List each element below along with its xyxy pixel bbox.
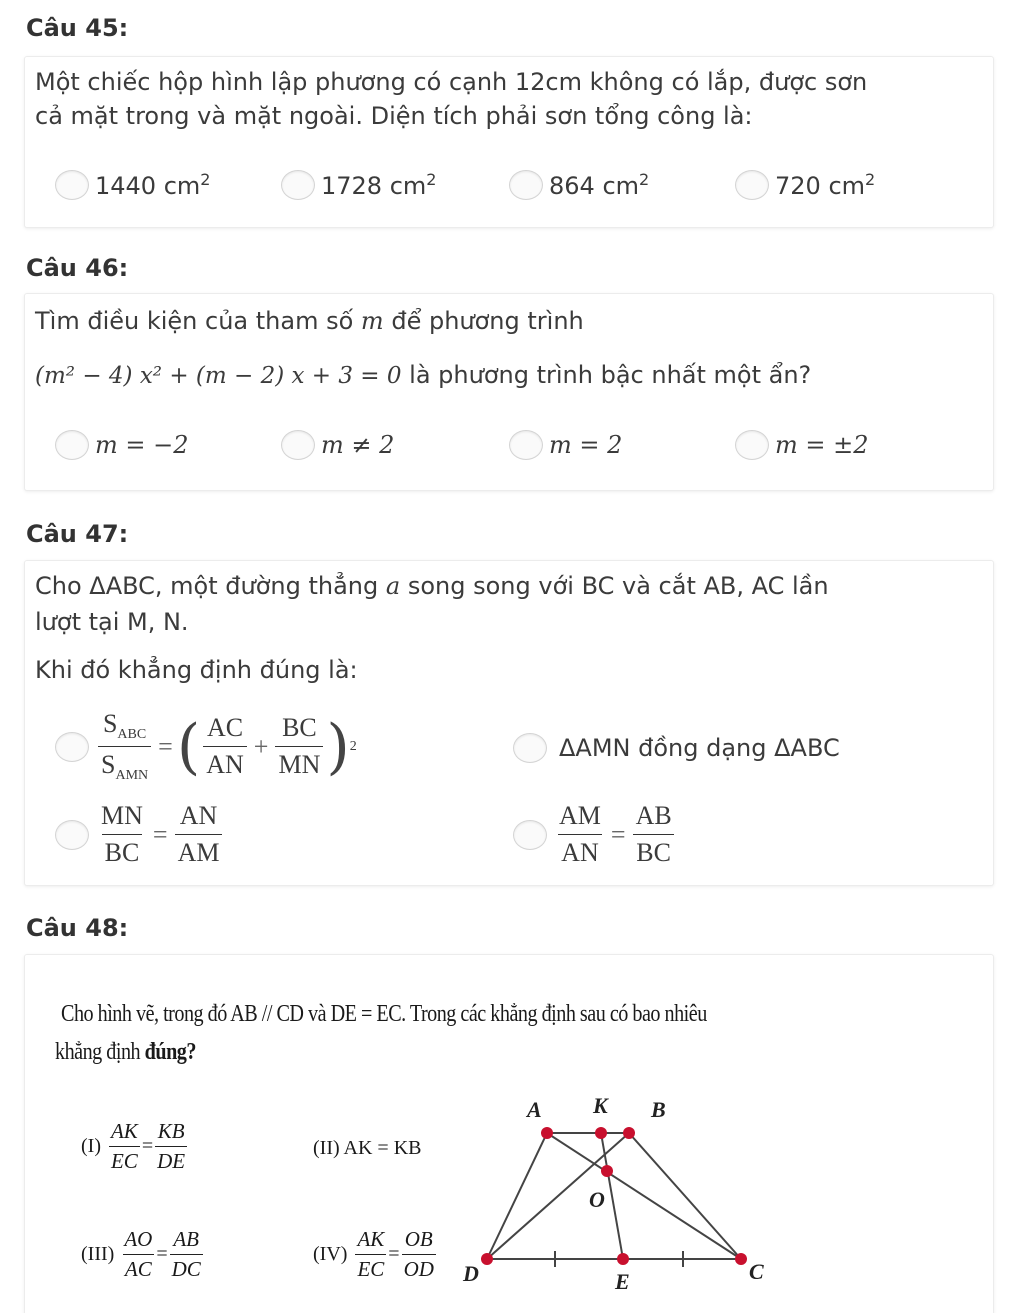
- radio-icon[interactable]: [509, 170, 543, 200]
- label-o: O: [589, 1187, 605, 1212]
- point-b: [623, 1127, 635, 1139]
- q47-text-line1: Cho ΔABC, một đường thẳng a song song với BC và cắt AB, AC lần: [35, 572, 829, 600]
- q47-option-d[interactable]: [513, 801, 678, 868]
- radio-icon[interactable]: [55, 430, 89, 460]
- radio-icon[interactable]: [509, 430, 543, 460]
- label-e: E: [615, 1269, 630, 1294]
- label-d: D: [463, 1261, 479, 1286]
- q48-figure: [445, 1091, 785, 1313]
- label-c: C: [749, 1259, 764, 1284]
- q45-option-d[interactable]: [735, 170, 875, 200]
- radio-icon[interactable]: [513, 733, 547, 763]
- radio-icon[interactable]: [55, 170, 89, 200]
- q45-option-b-label: 1728 $cm^2$: [321, 170, 437, 200]
- q46-equation: (m² − 4) x² + (m − 2) x + 3 = 0: [35, 363, 402, 389]
- q46-option-c[interactable]: [509, 430, 622, 460]
- q45-option-a[interactable]: [55, 170, 210, 200]
- q45-option-d-label: 720 $cm^2$: [775, 170, 876, 200]
- q48-text-line1: Cho hình vẽ, trong đó AB // CD và DE = EC. Trong các khẳng định sau có bao nhiêu: [61, 1001, 707, 1027]
- q46-option-d[interactable]: [735, 430, 869, 460]
- segment-ad: [487, 1133, 547, 1259]
- q46-option-b-label: m ≠ 2: [321, 431, 395, 459]
- q48-text-line2: khẳng định đúng?: [55, 1039, 196, 1065]
- q45-option-b[interactable]: [281, 170, 436, 200]
- label-k: K: [593, 1093, 608, 1118]
- radio-icon[interactable]: [55, 820, 89, 850]
- q48-statement-4: (IV) $\frac{AK}{EC}$ = $\frac{OB}{OD}$: [313, 1227, 434, 1281]
- q45-option-a-label: 1440 $cm^2$: [95, 170, 211, 200]
- q46-title: Câu 46:: [26, 254, 129, 282]
- q48-title: Câu 48:: [26, 914, 129, 942]
- radio-icon[interactable]: [281, 430, 315, 460]
- q46-option-d-label: m = ±2: [775, 431, 869, 459]
- point-e: [617, 1253, 629, 1265]
- segment-bd: [487, 1133, 629, 1259]
- q47-option-d-label: $\frac{AM}{AN}$ = $\frac{AB}{BC}$: [553, 801, 678, 868]
- q47-option-c-label: $\frac{MN}{BC}$ = $\frac{AN}{AM}$: [95, 801, 225, 868]
- q48-statement-3: (III) $\frac{AO}{AC}$ = $\frac{AB}{DC}$: [81, 1227, 201, 1281]
- q45-option-c[interactable]: [509, 170, 649, 200]
- radio-icon[interactable]: [281, 170, 315, 200]
- q46-text-line1: Tìm điều kiện của tham số m để phương trình: [35, 307, 584, 335]
- q46-option-b[interactable]: [281, 430, 394, 460]
- q47-option-a-label: $\frac{S_{ABC}}{S_{AMN}}$ = ( $\frac{AC}{AN}$ + $\frac{BC}{MN}$ ) 2: [95, 709, 357, 784]
- q47-option-b-label: ΔAMN đồng dạng ΔABC: [559, 734, 840, 762]
- q46-text-line2: (m² − 4) x² + (m − 2) x + 3 = 0 là phương trình bậc nhất một ẩn?: [35, 361, 812, 389]
- radio-icon[interactable]: [735, 430, 769, 460]
- q45-option-c-label: 864 $cm^2$: [549, 170, 650, 200]
- q48-card: [24, 954, 994, 1313]
- q47-text-line3: Khi đó khẳng định đúng là:: [35, 656, 358, 684]
- point-o: [601, 1165, 613, 1177]
- q48-statement-2: (II) AK = KB: [313, 1137, 422, 1159]
- q46-option-a-label: m = −2: [95, 431, 189, 459]
- q47-option-b[interactable]: [513, 733, 840, 763]
- q47-option-c[interactable]: [55, 801, 225, 868]
- label-a: A: [527, 1097, 542, 1122]
- radio-icon[interactable]: [513, 820, 547, 850]
- q47-text-line2: lượt tại M, N.: [35, 608, 189, 636]
- point-a: [541, 1127, 553, 1139]
- q48-statement-1: (I) $\frac{AK}{EC}$ = $\frac{KB}{DE}$: [81, 1119, 186, 1173]
- point-c: [735, 1253, 747, 1265]
- q46-option-a[interactable]: [55, 430, 189, 460]
- segment-ac: [547, 1133, 741, 1259]
- q45-text-line2: cả mặt trong và mặt ngoài. Diện tích phải sơn tổng công là:: [35, 102, 753, 130]
- q47-card: [24, 560, 994, 886]
- q45-title: Câu 45:: [26, 14, 129, 42]
- q47-title: Câu 47:: [26, 520, 129, 548]
- q45-text-line1: Một chiếc hộp hình lập phương có cạnh 12cm không có lắp, được sơn: [35, 68, 868, 96]
- q46-option-c-label: m = 2: [549, 431, 623, 459]
- radio-icon[interactable]: [55, 732, 89, 762]
- q45-card: [24, 56, 994, 228]
- point-k: [595, 1127, 607, 1139]
- point-d: [481, 1253, 493, 1265]
- label-b: B: [651, 1097, 666, 1122]
- radio-icon[interactable]: [735, 170, 769, 200]
- q47-option-a[interactable]: [55, 709, 357, 784]
- q46-card: [24, 293, 994, 491]
